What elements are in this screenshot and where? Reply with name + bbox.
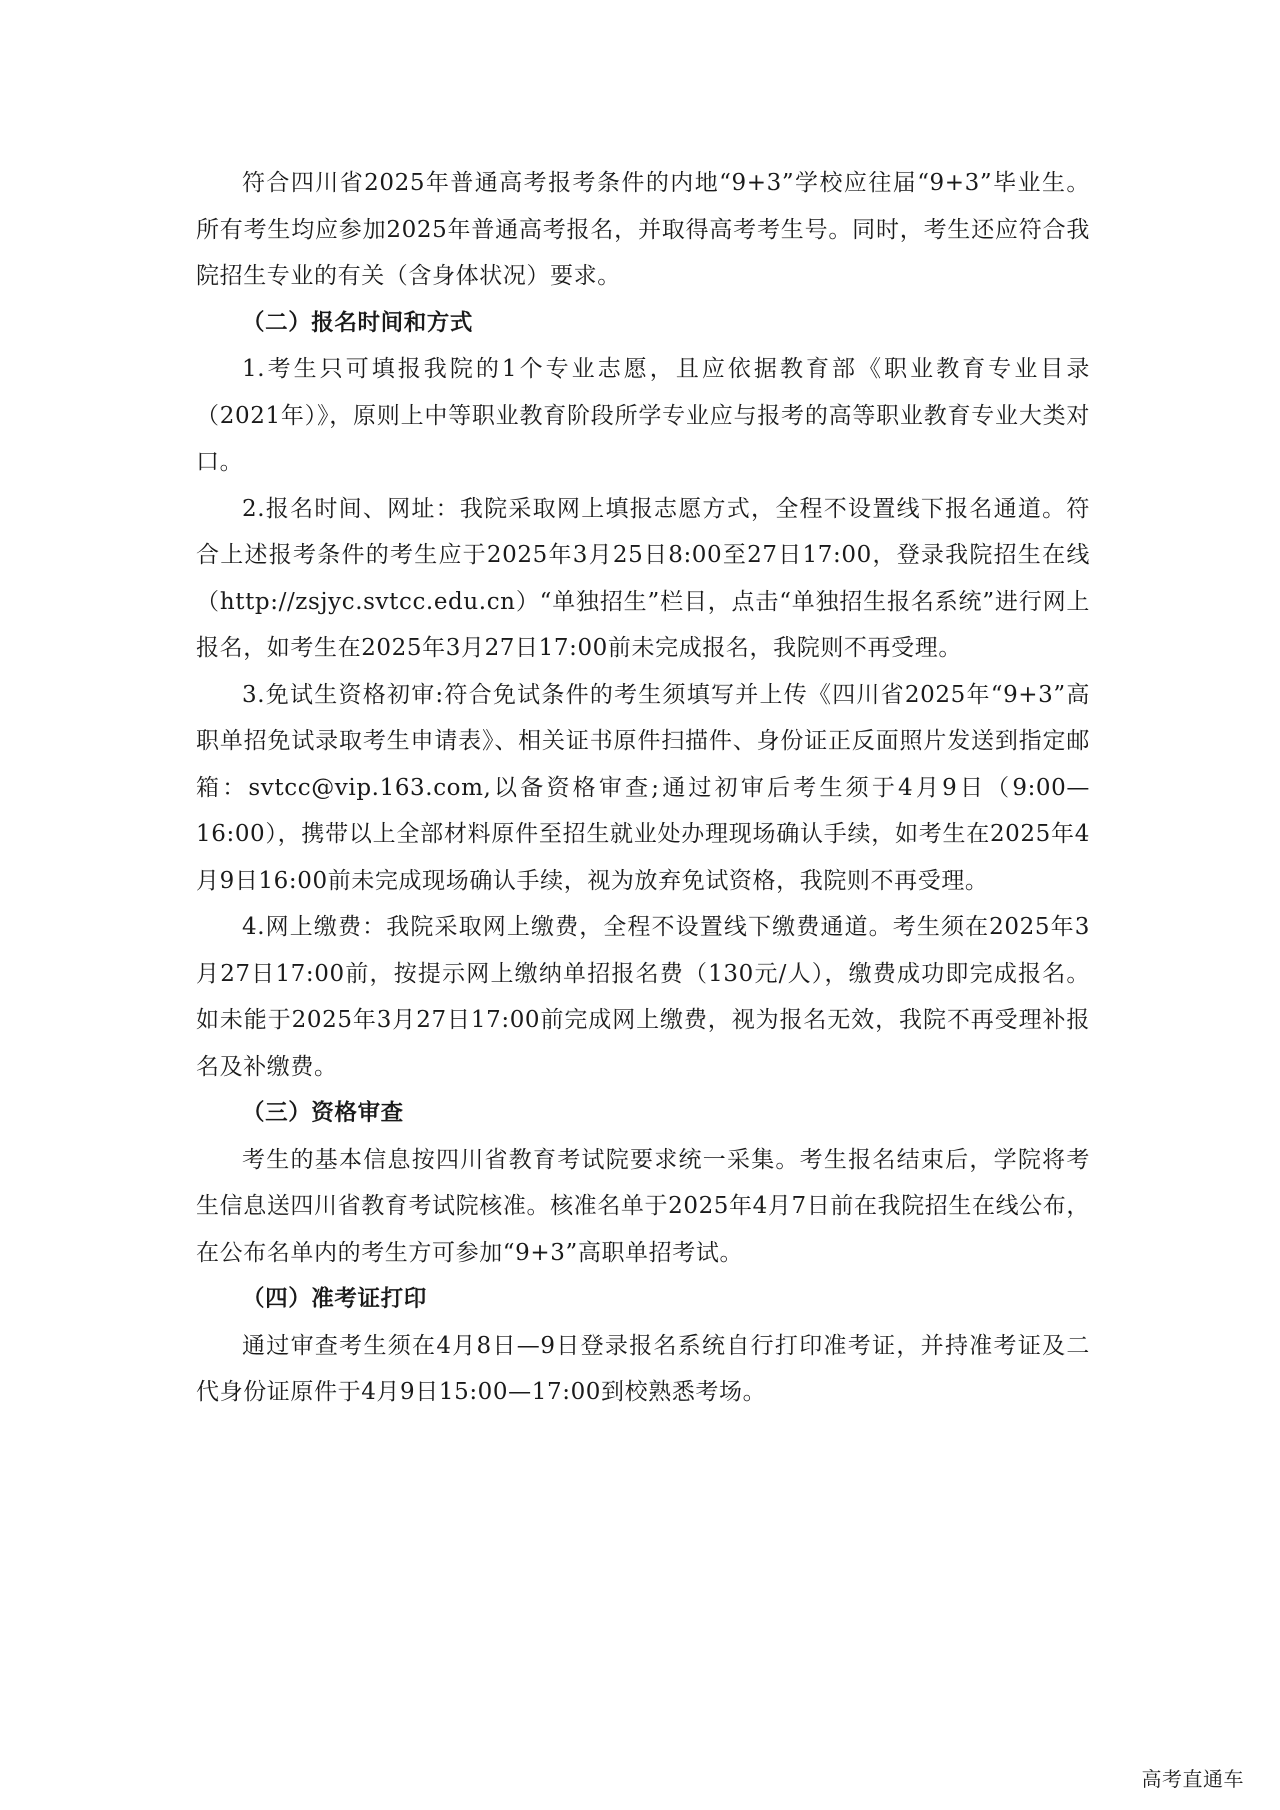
- paragraph-item-3: 3.免试生资格初审:符合免试条件的考生须填写并上传《四川省2025年“9+3”高职单招免试录取考生申请表》、相关证书原件扫描件、身份证正反面照片发送到指定邮箱：svtcc@vip.163.com,以备资格审查;通过初审后考生须于4月9日（9:00—16:00），携带以上全部材料原件至招生就业处办理现场确认手续，如考生在2025年4月9日16:00前未完成现场确认手续，视为放弃免试资格，我院则不再受理。: [196, 681, 1090, 894]
- paragraph-eligibility: 符合四川省2025年普通高考报考条件的内地“9+3”学校应往届“9+3”毕业生。所有考生均应参加2025年普通高考报名，并取得高考考生号。同时，考生还应符合我院招生专业的有关（含身体状况）要求。: [196, 170, 1090, 289]
- section-heading-review: （三）资格审查: [242, 1100, 404, 1126]
- paragraph-item-4: 4.网上缴费：我院采取网上缴费，全程不设置线下缴费通道。考生须在2025年3月27日17:00前，按提示网上缴纳单招报名费（130元/人），缴费成功即完成报名。如未能于2025年3月27日17:00前完成网上缴费，视为报名无效，我院不再受理补报名及补缴费。: [196, 914, 1090, 1080]
- paragraph-item-2: 2.报名时间、网址：我院采取网上填报志愿方式，全程不设置线下报名通道。符合上述报考条件的考生应于2025年3月25日8:00至27日17:00，登录我院招生在线（http://zsjyc.svtcc.edu.cn）“单独招生”栏目，点击“单独招生报名系统”进行网上报名，如考生在2025年3月27日17:00前未完成报名，我院则不再受理。: [196, 495, 1090, 661]
- paragraph-review: 考生的基本信息按四川省教育考试院要求统一采集。考生报名结束后，学院将考生信息送四川省教育考试院核准。核准名单于2025年4月7日前在我院招生在线公布，在公布名单内的考生方可参加“9+3”高职单招考试。: [196, 1146, 1090, 1266]
- paragraph-admission-ticket: 通过审查考生须在4月8日—9日登录报名系统自行打印准考证，并持准考证及二代身份证原件于4月9日15:00—17:00到校熟悉考场。: [196, 1332, 1090, 1405]
- section-heading-admission-ticket: （四）准考证打印: [242, 1286, 427, 1312]
- section-heading-registration: （二）报名时间和方式: [242, 309, 474, 336]
- watermark-text: 高考直通车: [1141, 1767, 1244, 1791]
- paragraph-item-1: 1.考生只可填报我院的1个专业志愿，且应依据教育部《职业教育专业目录（2021年）》，原则上中等职业教育阶段所学专业应与报考的高等职业教育专业大类对口。: [196, 356, 1090, 475]
